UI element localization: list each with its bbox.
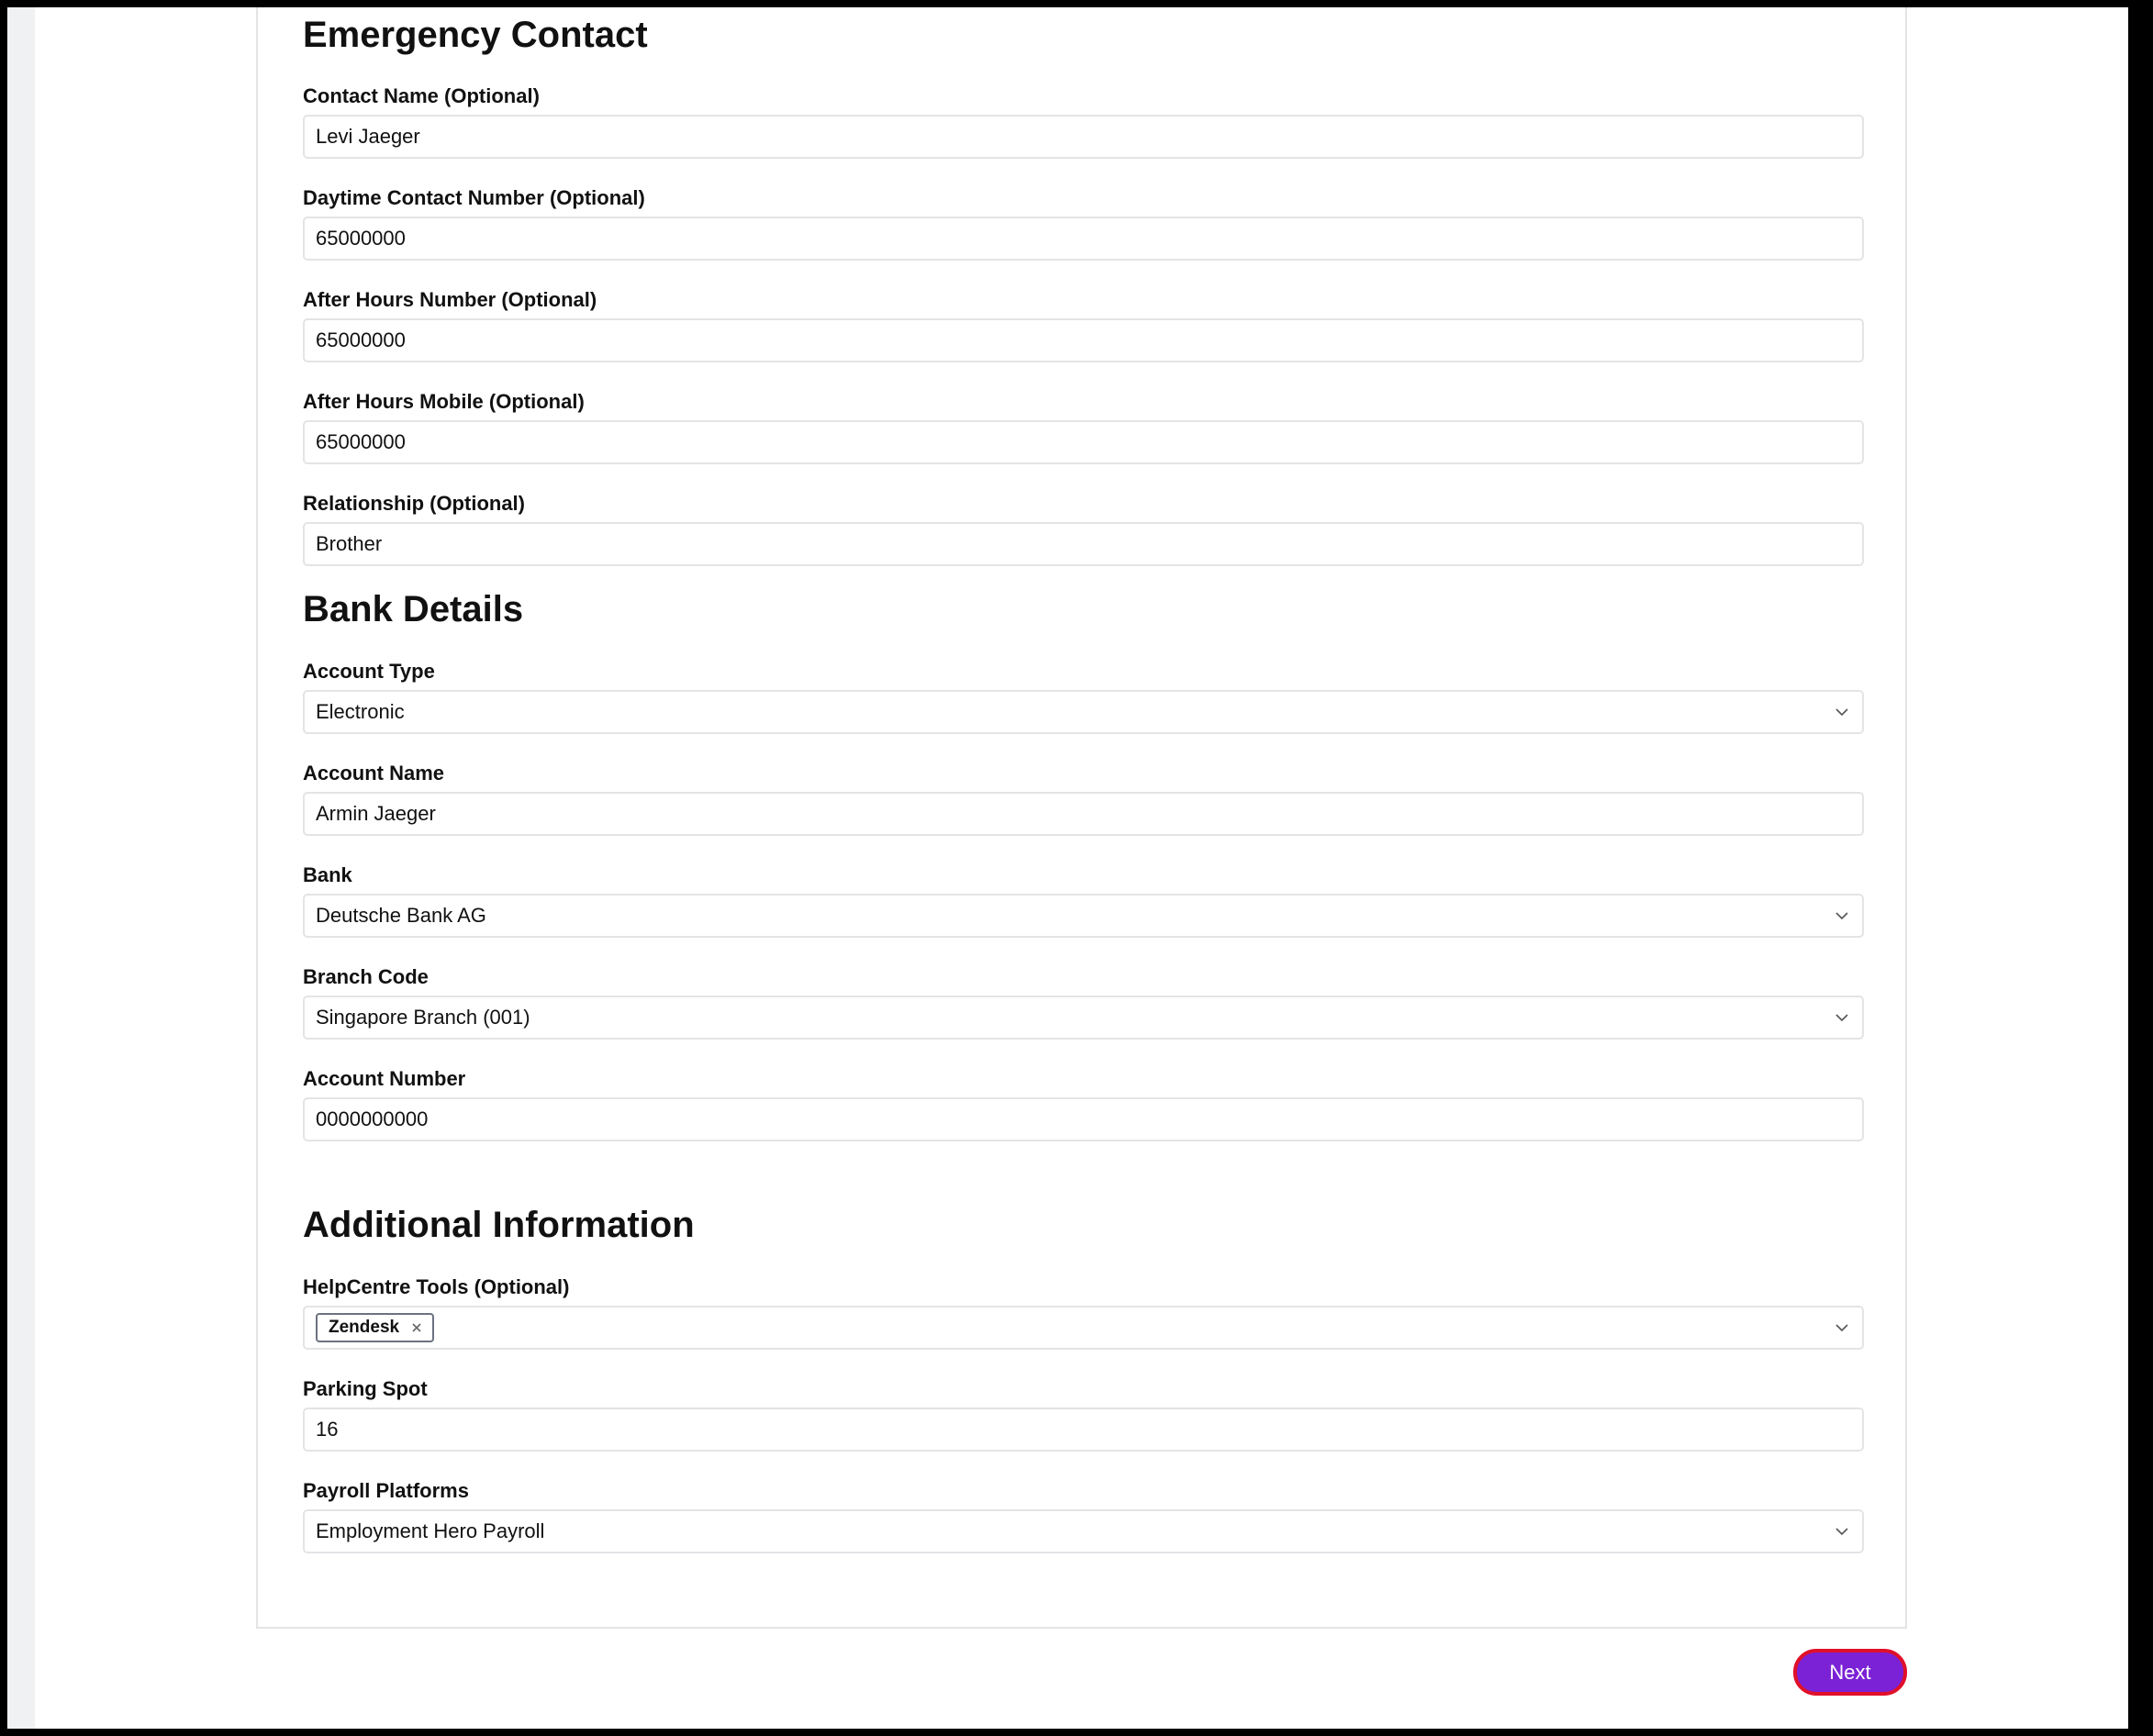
chevron-down-icon xyxy=(1835,707,1849,718)
branch-code-value: Singapore Branch (001) xyxy=(316,1006,530,1029)
account-name-label: Account Name xyxy=(303,762,445,785)
contact-name-value: Levi Jaeger xyxy=(316,125,420,148)
next-button[interactable]: Next xyxy=(1793,1649,1907,1696)
selected-tag-zendesk xyxy=(316,1313,434,1342)
tag-label: Zendesk xyxy=(329,1318,400,1337)
daytime-number-value: 65000000 xyxy=(316,227,406,250)
onboarding-form-card xyxy=(256,7,1907,1629)
relationship-label: Relationship (Optional) xyxy=(303,492,525,515)
relationship-value: Brother xyxy=(316,532,383,555)
after-hours-mobile-label: After Hours Mobile (Optional) xyxy=(303,390,585,413)
daytime-number-input[interactable] xyxy=(303,217,1864,261)
chevron-down-icon xyxy=(1835,1526,1849,1537)
payroll-platforms-label: Payroll Platforms xyxy=(303,1479,469,1502)
after-hours-number-label: After Hours Number (Optional) xyxy=(303,288,597,311)
branch-code-select[interactable] xyxy=(303,996,1864,1040)
account-name-input[interactable] xyxy=(303,792,1864,836)
left-sidebar-strip xyxy=(7,7,35,1729)
relationship-input[interactable] xyxy=(303,522,1864,566)
branch-code-label: Branch Code xyxy=(303,965,429,988)
emergency-contact-heading: Emergency Contact xyxy=(303,15,648,55)
daytime-number-label: Daytime Contact Number (Optional) xyxy=(303,186,645,209)
close-icon[interactable] xyxy=(410,1321,423,1334)
payroll-platforms-select[interactable] xyxy=(303,1509,1864,1553)
additional-information-heading: Additional Information xyxy=(303,1205,695,1245)
bank-label: Bank xyxy=(303,863,352,886)
account-type-select[interactable] xyxy=(303,690,1864,734)
after-hours-mobile-value: 65000000 xyxy=(316,430,406,453)
bank-details-heading: Bank Details xyxy=(303,589,524,629)
parking-spot-input[interactable] xyxy=(303,1408,1864,1452)
chevron-down-icon xyxy=(1835,910,1849,921)
account-name-value: Armin Jaeger xyxy=(316,802,436,825)
contact-name-input[interactable] xyxy=(303,115,1864,159)
after-hours-number-value: 65000000 xyxy=(316,328,406,351)
helpcentre-tools-multiselect[interactable] xyxy=(303,1306,1864,1350)
account-type-value: Electronic xyxy=(316,700,405,723)
account-number-input[interactable] xyxy=(303,1097,1864,1141)
bank-value: Deutsche Bank AG xyxy=(316,904,486,927)
page-viewport xyxy=(7,7,2128,1729)
helpcentre-tools-label: HelpCentre Tools (Optional) xyxy=(303,1275,570,1298)
account-number-label: Account Number xyxy=(303,1067,466,1090)
after-hours-number-input[interactable] xyxy=(303,318,1864,362)
chevron-down-icon xyxy=(1835,1322,1849,1333)
account-type-label: Account Type xyxy=(303,660,435,683)
after-hours-mobile-input[interactable] xyxy=(303,420,1864,464)
bank-select[interactable] xyxy=(303,894,1864,938)
parking-spot-value: 16 xyxy=(316,1418,339,1441)
contact-name-label: Contact Name (Optional) xyxy=(303,84,540,107)
account-number-value: 0000000000 xyxy=(316,1107,429,1130)
chevron-down-icon xyxy=(1835,1012,1849,1023)
payroll-platforms-value: Employment Hero Payroll xyxy=(316,1519,545,1542)
parking-spot-label: Parking Spot xyxy=(303,1377,428,1400)
